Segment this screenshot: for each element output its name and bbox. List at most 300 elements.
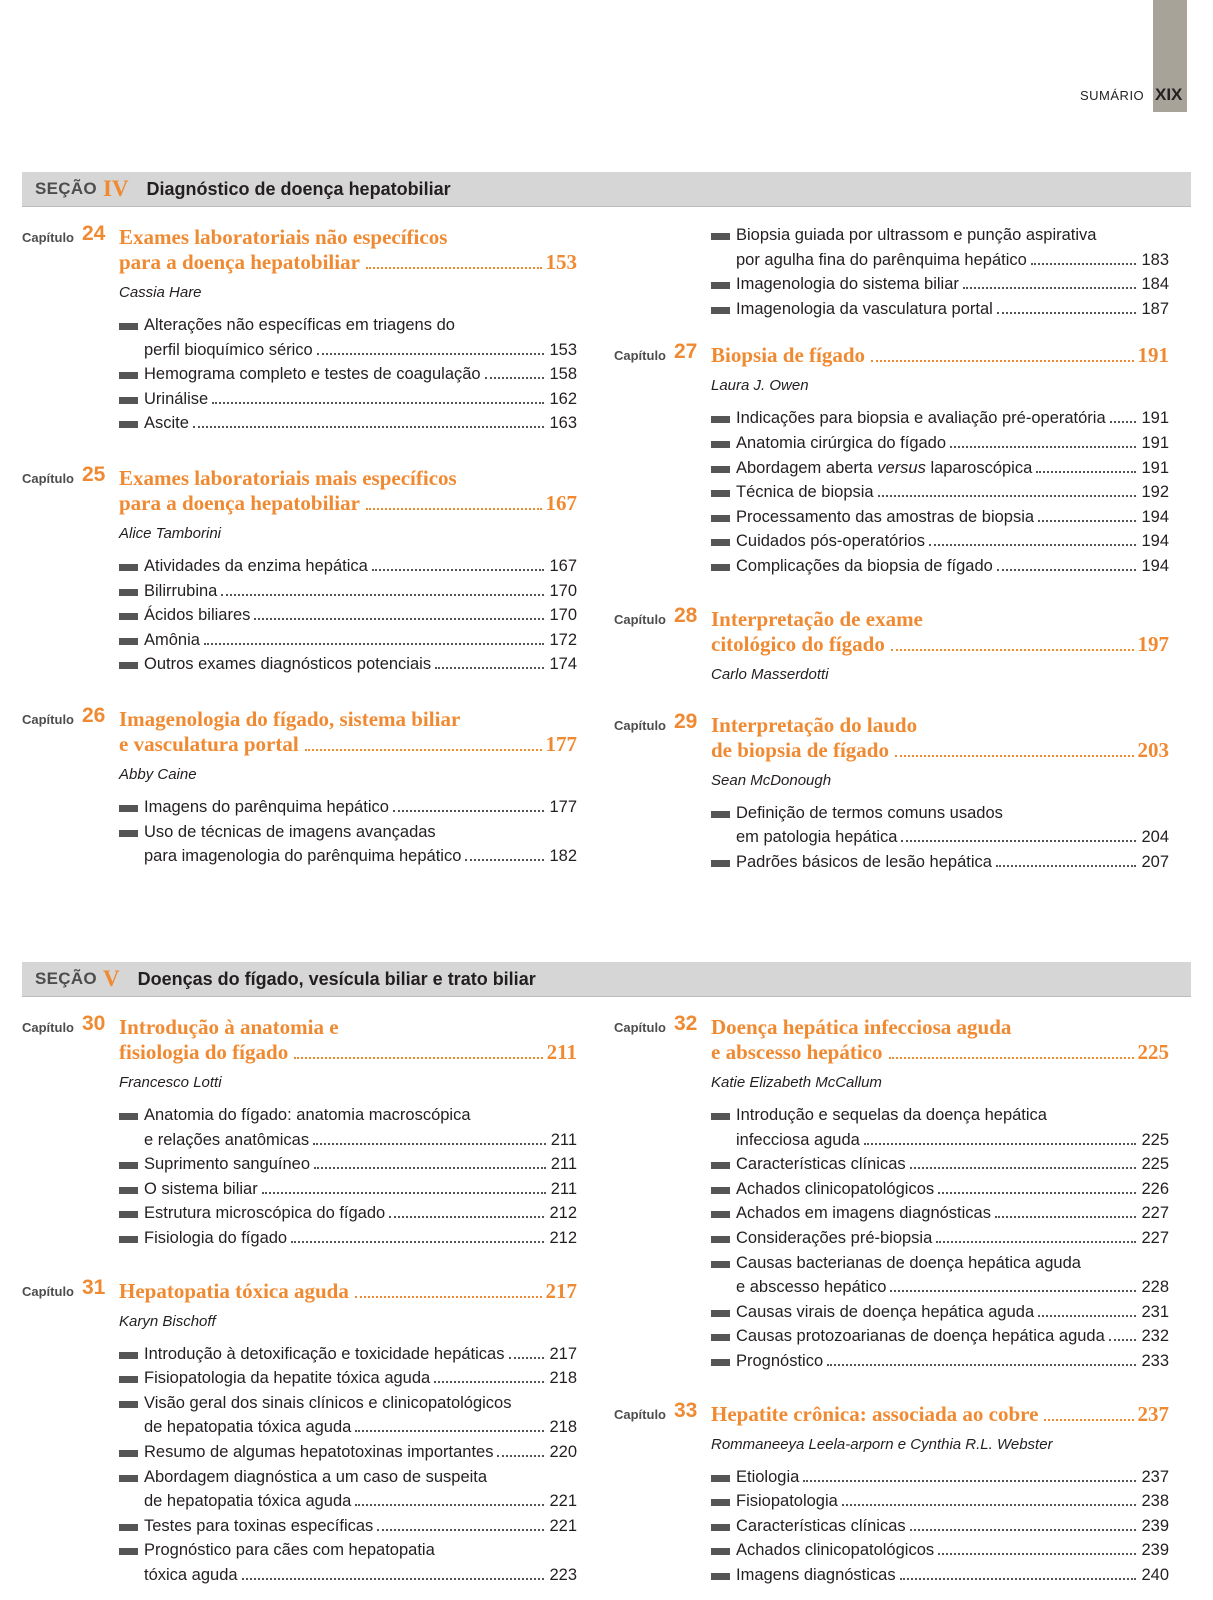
toc-entry-page: 227 [1141, 1228, 1169, 1247]
bullet-bar [711, 307, 730, 314]
toc-entry[interactable] [711, 1201, 1169, 1226]
toc-entry[interactable] [119, 362, 577, 387]
chapter-title[interactable] [711, 1015, 1169, 1065]
chapter-title-text: Hepatopatia tóxica aguda [119, 1278, 349, 1303]
toc-entry-row [119, 628, 577, 653]
toc-entry-text-part: laparoscópica [925, 458, 1033, 477]
chapter-page: 225 [1137, 1040, 1169, 1064]
dot-leader [377, 1529, 544, 1531]
toc-entry-text: Achados clinicopatológicos [736, 1179, 935, 1198]
toc-entry[interactable] [119, 795, 577, 820]
toc-entry[interactable] [119, 411, 577, 436]
section-title: Doenças do fígado, vesícula biliar e trato biliar [137, 968, 536, 989]
chapter-title-row [119, 1279, 577, 1304]
toc-entry-page: 212 [549, 1204, 577, 1223]
toc-entry[interactable] [711, 1538, 1169, 1563]
toc-entry-page: 211 [550, 1155, 577, 1174]
toc-entry-text: Anatomia cirúrgica do fígado [736, 433, 947, 452]
dot-leader [890, 1290, 1136, 1292]
toc-entry[interactable] [711, 223, 1169, 272]
toc-entry-page: 153 [549, 340, 577, 359]
dot-leader [313, 1143, 546, 1145]
bullet-bar [711, 1236, 730, 1243]
bullet-bar [119, 1524, 138, 1531]
dot-leader [497, 1455, 544, 1457]
toc-entry[interactable] [119, 1514, 577, 1539]
chapter-label: Capítulo [22, 711, 74, 727]
toc-entry[interactable] [711, 1563, 1169, 1588]
bullet-bar [711, 1359, 730, 1366]
toc-entry-text-line: Biopsia guiada por ultrassom e punção aspirativa [736, 226, 1097, 244]
chapter-page: 211 [546, 1040, 577, 1064]
chapter-title-row [711, 343, 1169, 368]
toc-entry[interactable] [711, 529, 1169, 554]
toc-entry-text: Suprimento sanguíneo [144, 1155, 311, 1174]
chapter-author: Cassia Hare [119, 284, 202, 301]
chapter-title-line: Doença hepática infecciosa aguda [711, 1015, 1012, 1039]
dot-leader [254, 618, 544, 620]
chapter-title[interactable] [119, 225, 577, 275]
dot-leader [465, 859, 544, 861]
toc-entry[interactable] [119, 387, 577, 412]
toc-entry-row [119, 1152, 577, 1177]
chapter-title-line: Exames laboratoriais mais específicos [119, 465, 457, 490]
toc-entry[interactable] [119, 313, 577, 362]
toc-entry-row [711, 1275, 1169, 1300]
toc-entry-row [711, 1324, 1169, 1349]
toc-entry-page: 184 [1141, 275, 1169, 294]
toc-entry[interactable] [711, 1226, 1169, 1251]
chapter-title-row [711, 1402, 1169, 1427]
chapter-title[interactable] [119, 1279, 577, 1304]
toc-entry-page: 238 [1141, 1492, 1169, 1511]
chapter-body [119, 1015, 577, 1251]
toc-entry[interactable] [711, 505, 1169, 530]
toc-entry[interactable] [119, 628, 577, 653]
toc-entry-row [119, 795, 577, 820]
toc-entry[interactable] [119, 1366, 577, 1391]
chapter-title[interactable] [711, 1402, 1169, 1427]
toc-entry-text: Imagens do parênquima hepático [144, 797, 389, 816]
toc-entry-text: Fisiopatologia [736, 1492, 838, 1511]
toc-entry[interactable] [119, 1152, 577, 1177]
bullet-bar [711, 1499, 730, 1506]
dot-leader [294, 1057, 542, 1059]
toc-entry-page: 191 [1141, 458, 1169, 477]
toc-entry[interactable] [711, 1152, 1169, 1177]
chapter-author: Carlo Masserdotti [711, 665, 829, 683]
dot-leader [204, 643, 545, 645]
chapter-title[interactable] [119, 707, 577, 757]
bullet-bar [119, 1162, 138, 1169]
section-v-left-column [22, 1012, 577, 1588]
toc-entry-page: 217 [549, 1344, 577, 1363]
dot-leader [355, 1430, 544, 1432]
bullet-bar [119, 421, 138, 428]
toc-entry-row [711, 272, 1169, 297]
toc-entry-text: Imagenologia do sistema biliar [736, 275, 959, 294]
bullet-bar [119, 1548, 138, 1555]
dot-leader [878, 495, 1137, 497]
toc-entry-text: Prognóstico [736, 1351, 824, 1370]
toc-entry[interactable] [119, 1440, 577, 1465]
toc-entry-page: 240 [1141, 1565, 1169, 1584]
toc-entry[interactable] [711, 456, 1169, 481]
toc-entry-text: Etiologia [736, 1467, 800, 1486]
toc-entry-text: Causas protozoarianas de doença hepática aguda [736, 1327, 1105, 1346]
section-title: Diagnóstico de doença hepatobiliar [146, 178, 451, 199]
chapter-body [119, 707, 577, 869]
toc-entry[interactable] [711, 1349, 1169, 1374]
toc-entry-row [711, 1177, 1169, 1202]
toc-entry-page: 191 [1141, 409, 1169, 428]
dot-leader [910, 1167, 1137, 1169]
toc-entry-text: Achados clinicopatológicos [736, 1541, 935, 1560]
chapter-page: 191 [1137, 343, 1169, 368]
toc-entry-text: Indicações para biopsia e avaliação pré-operatória [736, 409, 1106, 428]
toc-entry[interactable] [711, 1103, 1169, 1152]
toc-entry-row [119, 1342, 577, 1367]
toc-entry-page: 167 [549, 556, 577, 575]
toc-entry-row [119, 1489, 577, 1514]
chapter-title-line: Introdução à anatomia e [119, 1015, 339, 1039]
bullet-bar [711, 466, 730, 473]
chapter-author: Laura J. Owen [711, 377, 809, 395]
chapter-title[interactable] [711, 343, 1169, 368]
chapter-title-line: Exames laboratoriais não específicos [119, 225, 448, 249]
toc-entry-text-line: Abordagem diagnóstica a um caso de suspeita [144, 1467, 488, 1486]
dot-leader [291, 1241, 544, 1243]
toc-entry-text: Testes para toxinas específicas [144, 1516, 374, 1535]
toc-entry-row [119, 1440, 577, 1465]
bullet-bar [119, 805, 138, 812]
toc-entry[interactable] [119, 603, 577, 628]
toc-entry-text: Atividades da enzima hepática [144, 556, 368, 575]
dot-leader [485, 377, 545, 379]
toc-entry-text-line: Prognóstico para cães com hepatopatia [144, 1541, 435, 1560]
toc-entry-row [711, 1300, 1169, 1325]
toc-entry-row [711, 1226, 1169, 1251]
toc-entry-row [711, 297, 1169, 322]
toc-entry-row [711, 1538, 1169, 1563]
section-iv-header [22, 172, 1191, 207]
toc-entry[interactable] [711, 1514, 1169, 1539]
dot-leader [889, 1057, 1134, 1059]
chapter-title-row [119, 491, 577, 516]
toc-entry-page: 192 [1141, 483, 1169, 502]
chapter-title-row [119, 1040, 577, 1065]
toc-entry-row [711, 1349, 1169, 1374]
dot-leader [936, 1241, 1136, 1243]
toc-entry-page: 207 [1141, 852, 1169, 871]
dot-leader [950, 446, 1136, 448]
toc-entry-page: 204 [1141, 828, 1169, 847]
bullet-bar [711, 860, 730, 867]
bullet-bar [711, 1475, 730, 1482]
bullet-bar [711, 515, 730, 522]
toc-entry-text: Outros exames diagnósticos potenciais [144, 655, 432, 674]
chapter-title[interactable] [119, 1015, 577, 1065]
chapter-body [119, 225, 577, 436]
chapter-title[interactable] [119, 466, 577, 516]
toc-entry-page: 183 [1141, 250, 1169, 269]
toc-entry-text: Achados em imagens diagnósticas [736, 1204, 991, 1223]
chapter-page: 217 [545, 1278, 577, 1303]
toc-entry-row [119, 1366, 577, 1391]
toc-entry[interactable] [711, 1465, 1169, 1490]
toc-entry-row [119, 387, 577, 412]
chapter-title-text: fisiologia do fígado [119, 1040, 289, 1064]
bullet-bar [119, 830, 138, 837]
section-numeral: IV [102, 176, 129, 201]
chapter-number: 31 [82, 1275, 106, 1299]
chapter-body [119, 1279, 577, 1588]
toc-entry-page: 239 [1141, 1516, 1169, 1535]
chapter-entry [614, 340, 1169, 578]
toc-entry-text-part: Abordagem aberta [736, 458, 878, 477]
toc-entry-page: 174 [549, 655, 577, 674]
toc-entry-text-line: Anatomia do fígado: anatomia macroscópica [144, 1106, 471, 1124]
bullet-bar [711, 441, 730, 448]
toc-entry-text: e abscesso hepático [736, 1278, 887, 1297]
toc-entry-row [711, 1152, 1169, 1177]
chapter-page: 153 [545, 250, 577, 274]
toc-entry[interactable] [119, 1538, 577, 1587]
toc-entry[interactable] [119, 579, 577, 604]
dot-leader [435, 667, 544, 669]
toc-entry-row [119, 1563, 577, 1588]
dot-leader [212, 402, 544, 404]
chapter-page: 203 [1137, 737, 1169, 762]
toc-entry[interactable] [711, 850, 1169, 875]
dot-leader [929, 544, 1137, 546]
chapter-entries [119, 1342, 577, 1588]
bullet-bar [711, 811, 730, 818]
toc-entry[interactable] [711, 1300, 1169, 1325]
dot-leader [1036, 471, 1136, 473]
dot-leader [317, 353, 545, 355]
toc-entry-text: Fisiologia do fígado [144, 1228, 288, 1247]
chapter-entry [614, 603, 1169, 685]
toc-entry-text: Características clínicas [736, 1516, 906, 1535]
chapter-title-text: e vasculatura portal [119, 731, 299, 756]
bullet-bar [711, 233, 730, 240]
chapter-number: 29 [674, 709, 698, 733]
toc-entry-text-line: Causas bacterianas de doença hepática aguda [736, 1253, 1081, 1272]
bullet-bar [119, 638, 138, 645]
bullet-bar [711, 1113, 730, 1120]
toc-entry[interactable] [119, 1103, 577, 1152]
toc-entry[interactable] [711, 801, 1169, 850]
toc-entry-text-line: Definição de termos comuns usados [736, 803, 1003, 822]
dot-leader [221, 594, 544, 596]
dot-leader [891, 649, 1134, 651]
header-label: SUMÁRIO [1080, 88, 1145, 103]
toc-entry-text: Causas virais de doença hepática aguda [736, 1302, 1035, 1321]
dot-leader [871, 360, 1133, 362]
toc-entry-text: de hepatopatia tóxica aguda [144, 1418, 352, 1437]
dot-leader [997, 312, 1137, 314]
bullet-bar [119, 1475, 138, 1482]
chapter-title[interactable] [711, 713, 1169, 763]
dot-leader [997, 569, 1137, 571]
dot-leader [963, 287, 1137, 289]
toc-entry-text: Considerações pré-biopsia [736, 1228, 933, 1247]
toc-entry-row [119, 554, 577, 579]
chapter-number: 32 [674, 1012, 698, 1035]
toc-entry[interactable] [119, 1226, 577, 1251]
dot-leader [366, 508, 542, 510]
section-iv-right-column [614, 225, 1169, 874]
dot-leader [1044, 1419, 1133, 1421]
dot-leader [1110, 421, 1137, 423]
dot-leader [1109, 1339, 1137, 1341]
toc-entry-text: Introdução à detoxificação e toxicidade hepáticas [144, 1344, 505, 1363]
chapter-title-line: Interpretação de exame [711, 606, 923, 631]
toc-entry[interactable] [711, 272, 1169, 297]
toc-entry[interactable] [119, 1177, 577, 1202]
chapter-body [711, 1015, 1169, 1374]
chapter-title[interactable] [711, 607, 1169, 657]
chapter-entry [22, 222, 577, 436]
bullet-bar [119, 372, 138, 379]
toc-entry-page: 239 [1141, 1541, 1169, 1560]
chapter-author: Katie Elizabeth McCallum [711, 1074, 882, 1091]
toc-entry[interactable] [119, 652, 577, 677]
toc-entry[interactable] [119, 554, 577, 579]
toc-entry-page: 172 [549, 630, 577, 649]
toc-entry[interactable] [119, 1391, 577, 1440]
toc-entry-page: 194 [1141, 507, 1169, 526]
chapter-entries [119, 795, 577, 869]
toc-entry-page: 211 [550, 1179, 577, 1198]
dot-leader [995, 1216, 1136, 1218]
toc-entry[interactable] [119, 820, 577, 869]
toc-entry[interactable] [711, 480, 1169, 505]
chapter-title-text: Biopsia de fígado [711, 343, 866, 368]
toc-entry-page: 194 [1141, 532, 1169, 551]
chapter-entry [22, 1275, 577, 1588]
chapter-title-text: para a doença hepatobiliar [119, 250, 360, 274]
toc-entry-text: Estrutura microscópica do fígado [144, 1204, 386, 1223]
chapter-number: 30 [82, 1012, 106, 1035]
toc-entry-page: 218 [549, 1418, 577, 1437]
toc-entry-row [711, 1514, 1169, 1539]
toc-entry-row [711, 248, 1169, 273]
toc-entry-page: 220 [549, 1442, 577, 1461]
section-iv-left-column [22, 222, 577, 869]
chapter-label: Capítulo [614, 348, 666, 364]
chapter-title-text: citológico do fígado [711, 631, 885, 656]
toc-entry[interactable] [119, 1201, 577, 1226]
toc-entry-page: 163 [549, 414, 577, 433]
toc-entry[interactable] [711, 431, 1169, 456]
chapter-entries [119, 1103, 577, 1251]
dot-leader [242, 1578, 545, 1580]
section-v-header [22, 962, 1191, 997]
bullet-bar [119, 323, 138, 330]
dot-leader [305, 749, 542, 751]
chapter-number: 25 [82, 462, 106, 486]
toc-entry[interactable] [119, 1342, 577, 1367]
toc-entry-page: 228 [1141, 1278, 1169, 1297]
dot-leader [895, 755, 1134, 757]
chapter-number: 26 [82, 703, 106, 727]
bullet-bar [119, 1450, 138, 1457]
toc-entry-row [119, 603, 577, 628]
toc-entry-text: infecciosa aguda [736, 1130, 860, 1149]
toc-entry-row [711, 1489, 1169, 1514]
chapter-title-line: Interpretação do laudo [711, 712, 918, 737]
dot-leader [314, 1167, 546, 1169]
toc-entry[interactable] [711, 1251, 1169, 1300]
bullet-bar [119, 1211, 138, 1218]
chapter-title-text: de biopsia de fígado [711, 737, 889, 762]
chapter-entry [614, 1398, 1169, 1588]
continued-entries [711, 223, 1169, 321]
dot-leader [434, 1381, 544, 1383]
section-v-right-column [614, 1012, 1169, 1588]
toc-entry-page: 221 [549, 1516, 577, 1535]
toc-entry-text: Complicações da biopsia de fígado [736, 556, 993, 575]
bullet-bar [711, 1261, 730, 1268]
toc-entry-row [119, 411, 577, 436]
toc-entry-row [119, 1128, 577, 1153]
chapter-entries [711, 1465, 1169, 1588]
toc-entry[interactable] [711, 1489, 1169, 1514]
chapter-number: 24 [82, 222, 106, 245]
toc-entry-text: em patologia hepática [736, 828, 898, 847]
chapter-author: Sean McDonough [711, 771, 832, 789]
toc-entry-row [119, 1226, 577, 1251]
chapter-entry [22, 462, 577, 677]
bullet-bar [119, 1376, 138, 1383]
toc-entry-text-line: Alterações não específicas em triagens do [144, 316, 455, 334]
toc-entry[interactable] [711, 1177, 1169, 1202]
bullet-bar [119, 1113, 138, 1120]
toc-entry[interactable] [711, 554, 1169, 579]
toc-entry[interactable] [711, 406, 1169, 431]
toc-entry-row [711, 1563, 1169, 1588]
toc-entry-text: para imagenologia do parênquima hepático [144, 847, 462, 866]
chapter-number: 27 [674, 340, 698, 364]
chapter-label: Capítulo [22, 1283, 74, 1299]
section-label: SEÇÃO [35, 969, 97, 988]
toc-entry-text: Bilirrubina [144, 581, 218, 600]
toc-entry-page: 232 [1141, 1327, 1169, 1346]
chapter-label: Capítulo [22, 1020, 74, 1035]
dot-leader [803, 1480, 1136, 1482]
bullet-bar [711, 282, 730, 289]
bullet-bar [711, 1334, 730, 1341]
toc-entry[interactable] [711, 297, 1169, 322]
bullet-bar [119, 1236, 138, 1243]
toc-entry-row [119, 362, 577, 387]
toc-entry-text: tóxica aguda [144, 1565, 238, 1584]
toc-entry-row [711, 850, 1169, 875]
chapter-page: 237 [1137, 1401, 1169, 1426]
bullet-bar [711, 416, 730, 423]
toc-entry[interactable] [711, 1324, 1169, 1349]
bullet-bar [711, 564, 730, 571]
section-numeral: V [102, 966, 120, 991]
toc-entry[interactable] [119, 1465, 577, 1514]
chapter-label: Capítulo [614, 1020, 666, 1035]
bullet-bar [711, 1187, 730, 1194]
toc-entry-page: 226 [1141, 1179, 1169, 1198]
toc-entry-text-line: Visão geral dos sinais clínicos e clinicopatológicos [144, 1393, 512, 1412]
toc-entry-row [711, 406, 1169, 431]
